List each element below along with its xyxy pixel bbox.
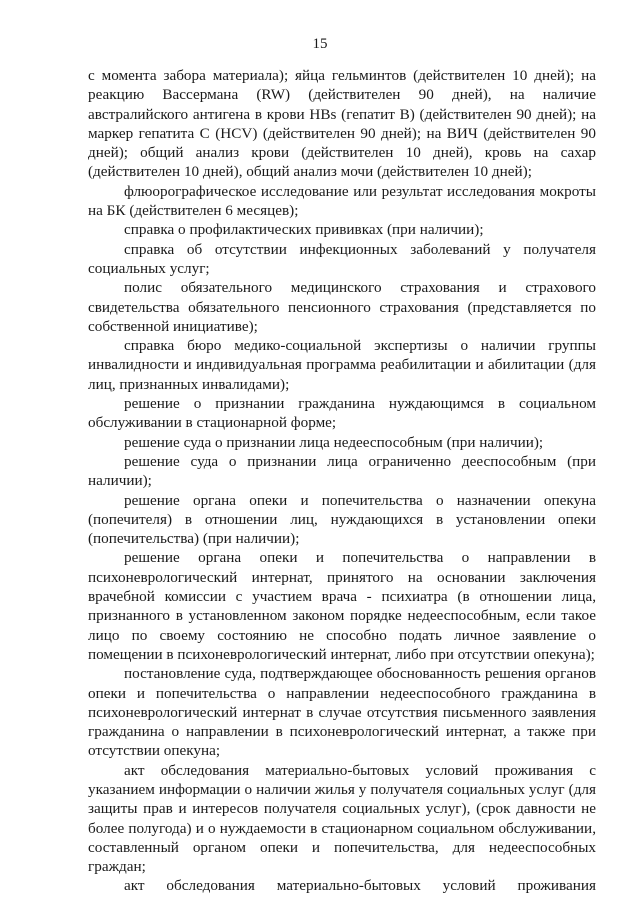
paragraph-infection-certificate: справка об отсутствии инфекционных заболеваний у получателя социальных услуг; (88, 240, 596, 277)
paragraph-living-conditions-act-continued: акт обследования материально-бытовых условий проживания (124, 877, 596, 895)
paragraph-lab-tests: с момента забора материала); яйца гельминтов (действителен 10 дней); на реакцию Вассермана (RW) (действителен 90 дней), на наличие австралийского антигена в крови HBs (гепатит В) (действителен 90 дней); на маркер гепатита С (HCV) (действителен 90 дней); на ВИЧ (действителен 90 дней); общий анализ крови (действителен 10 дней), кровь на сахар (действителен 10 дней), общий анализ мочи (действителен 10 дней); (88, 67, 596, 181)
paragraph-fluorography: флюорографическое исследование или результат исследования мокроты на БК (действителен 6 месяцев); (88, 182, 596, 220)
paragraph-insurance-policy: полис обязательного медицинского страхования и страхового свидетельства обязательного пенсионного страхования (представляется по собственной инициативе); (88, 279, 596, 335)
paragraph-guardian-appointment: решение органа опеки и попечительства о назначении опекуна (попечителя) в отношении лиц, нуждающихся в установлении опеки (попечительства) (при наличии); (88, 491, 596, 548)
paragraph-guardianship-referral: решение органа опеки и попечительства о направлении в психоневрологический интернат, принятого на основании заключения врачебной комиссии с участием врача - психиатра (в отношении лица, признанного в установленном законом порядке недееспособным, если такое лицо по своему состоянию не способно подать личное заявление о помещении в психоневрологический интернат, либо при отсутствии опекуна); (88, 549, 596, 663)
paragraph-incapacity-court: решение суда о признании лица недееспособным (при наличии); (124, 433, 544, 451)
paragraph-vaccination-certificate: справка о профилактических прививках (при наличии); (124, 221, 484, 239)
paragraph-disability-certificate: справка бюро медико-социальной экспертизы о наличии группы инвалидности и индивидуальная программа реабилитации и абилитации (для лиц, признанных инвалидами); (88, 337, 596, 393)
paragraph-need-decision: решение о признании гражданина нуждающимся в социальном обслуживании в стационарной форме; (88, 395, 596, 432)
paragraph-living-conditions-act: акт обследования материально-бытовых условий проживания с указанием информации о наличии жилья у получателя социальных услуг (для защиты прав и интересов получателя социальных услуг), (срок давности не более полугода) и о нуждаемости в стационарном социальном обслуживании, составленный органом опеки и попечительства, для недееспособных граждан; (88, 761, 596, 876)
paragraph-limited-capacity-court: решение суда о признании лица ограниченно дееспособным (при наличии); (88, 452, 596, 490)
paragraph-court-ruling: постановление суда, подтверждающее обоснованность решения органов опеки и попечительства о направлении недееспособного гражданина в психоневрологический интернат в случае отсутствия письменного заявления гражданина о направлении в психоневрологический интернат, а также при отсутствии опекуна; (88, 665, 596, 760)
document-body (88, 66, 596, 896)
page-number: 15 (312, 36, 328, 52)
